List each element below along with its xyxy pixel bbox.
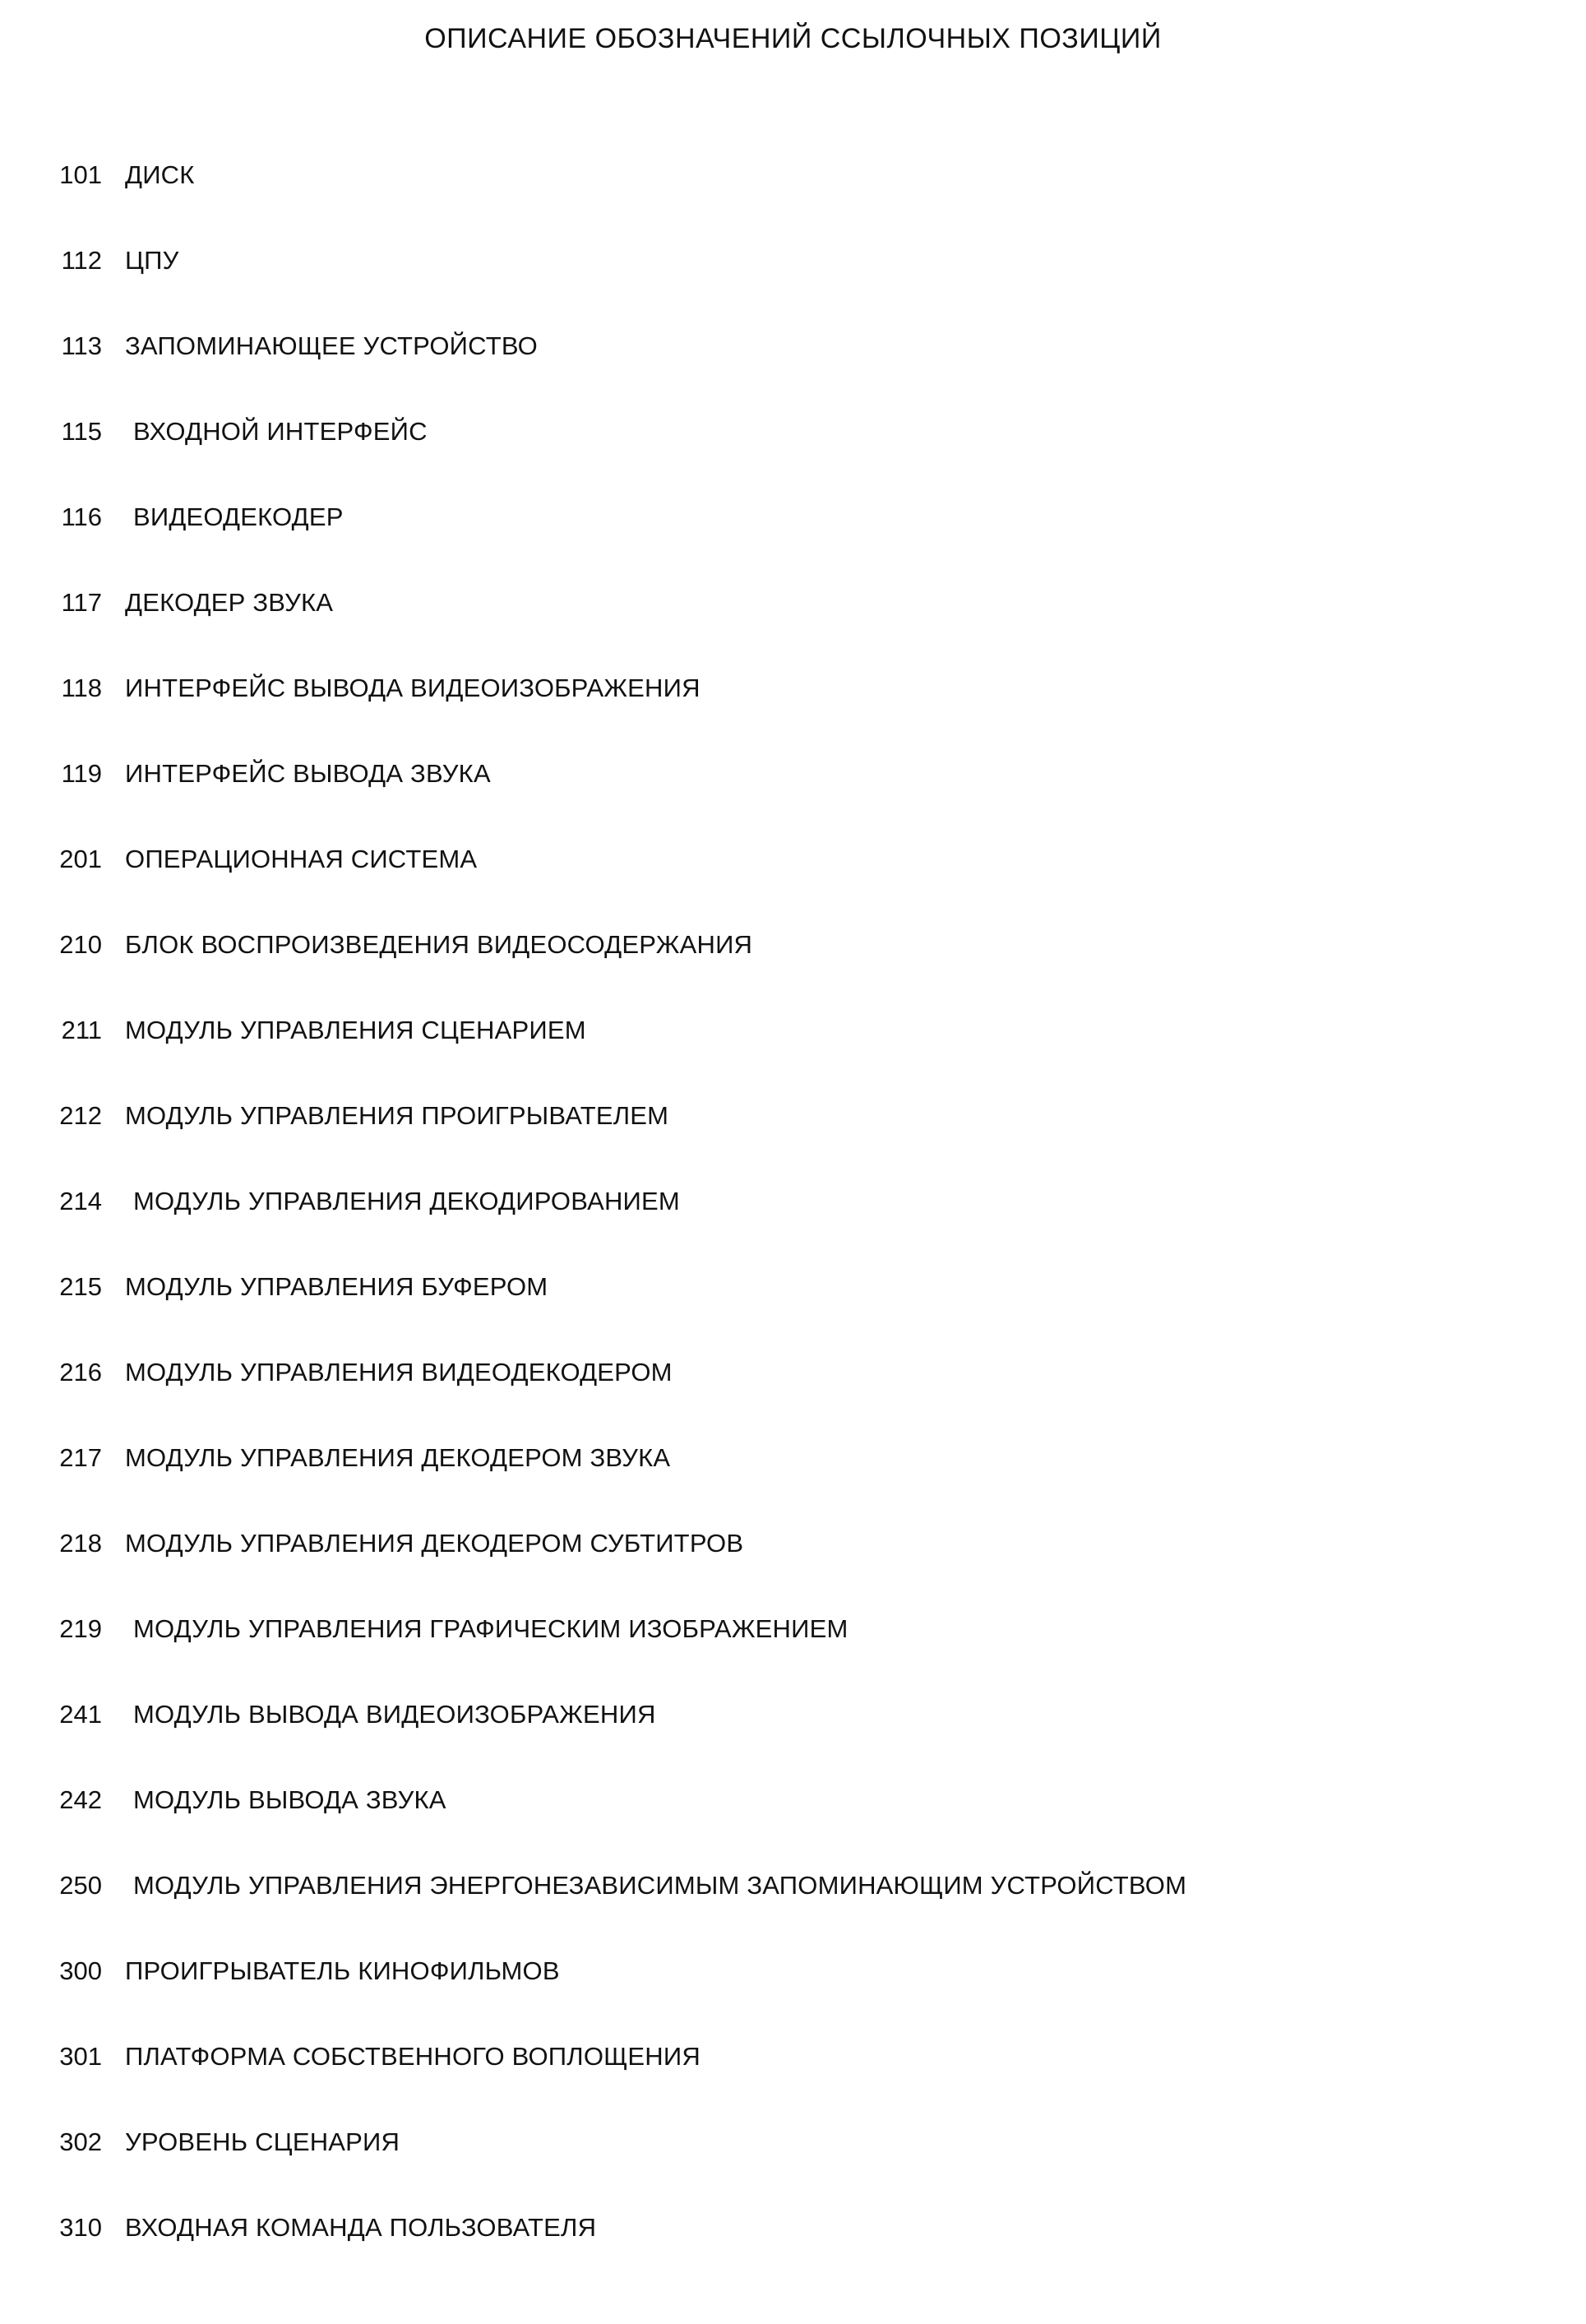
reference-number: 201 [59, 845, 102, 873]
reference-row [0, 1785, 1586, 1871]
reference-label: МОДУЛЬ ВЫВОДА ВИДЕОИЗОБРАЖЕНИЯ [133, 1700, 656, 1729]
reference-number: 212 [59, 1101, 102, 1130]
reference-label: МОДУЛЬ УПРАВЛЕНИЯ ЭНЕРГОНЕЗАВИСИМЫМ ЗАПОМИНАЮЩИМ УСТРОЙСТВОМ [133, 1871, 1187, 1900]
reference-number: 217 [59, 1443, 102, 1472]
reference-number: 219 [59, 1614, 102, 1643]
reference-number: 302 [59, 2127, 102, 2156]
reference-label: ИНТЕРФЕЙС ВЫВОДА ВИДЕОИЗОБРАЖЕНИЯ [125, 674, 701, 702]
reference-number: 116 [61, 502, 102, 531]
reference-number: 242 [59, 1785, 102, 1814]
reference-number: 113 [61, 331, 102, 360]
reference-label: ДЕКОДЕР ЗВУКА [125, 588, 334, 617]
reference-label: ЗАПОМИНАЮЩЕЕ УСТРОЙСТВО [125, 331, 538, 360]
reference-label: МОДУЛЬ УПРАВЛЕНИЯ ВИДЕОДЕКОДЕРОМ [125, 1358, 673, 1387]
reference-row [0, 930, 1586, 1016]
reference-row [0, 1443, 1586, 1529]
reference-row [0, 417, 1586, 502]
reference-number: 101 [59, 160, 102, 189]
reference-row [0, 1956, 1586, 2042]
reference-label: ВИДЕОДЕКОДЕР [133, 502, 344, 531]
reference-row [0, 845, 1586, 930]
reference-row [0, 1101, 1586, 1187]
reference-label: МОДУЛЬ УПРАВЛЕНИЯ ДЕКОДЕРОМ ЗВУКА [125, 1443, 671, 1472]
reference-number: 216 [59, 1358, 102, 1387]
reference-number: 112 [61, 246, 102, 275]
reference-row [0, 1529, 1586, 1614]
reference-label: ПРОИГРЫВАТЕЛЬ КИНОФИЛЬМОВ [125, 1956, 560, 1985]
reference-row [0, 1016, 1586, 1101]
reference-label: МОДУЛЬ УПРАВЛЕНИЯ ДЕКОДЕРОМ СУБТИТРОВ [125, 1529, 744, 1558]
reference-label: ИНТЕРФЕЙС ВЫВОДА ЗВУКА [125, 759, 491, 788]
reference-label: ПЛАТФОРМА СОБСТВЕННОГО ВОПЛОЩЕНИЯ [125, 2042, 701, 2071]
reference-row [0, 588, 1586, 674]
reference-number: 300 [59, 1956, 102, 1985]
reference-row [0, 1614, 1586, 1700]
reference-row [0, 759, 1586, 845]
reference-number: 118 [61, 674, 102, 702]
reference-label: ВХОДНОЙ ИНТЕРФЕЙС [133, 417, 428, 446]
reference-label: МОДУЛЬ УПРАВЛЕНИЯ БУФЕРОМ [125, 1272, 548, 1301]
reference-row [0, 502, 1586, 588]
reference-list [0, 160, 1586, 2299]
reference-number: 119 [61, 759, 102, 788]
reference-number: 115 [61, 417, 102, 446]
reference-number: 301 [59, 2042, 102, 2071]
reference-row [0, 2127, 1586, 2213]
reference-row [0, 2042, 1586, 2127]
reference-label: МОДУЛЬ УПРАВЛЕНИЯ СЦЕНАРИЕМ [125, 1016, 586, 1044]
reference-row [0, 246, 1586, 331]
reference-number: 218 [59, 1529, 102, 1558]
reference-number: 210 [59, 930, 102, 959]
reference-row [0, 1871, 1586, 1956]
page-title: ОПИСАНИЕ ОБОЗНАЧЕНИЙ ССЫЛОЧНЫХ ПОЗИЦИЙ [424, 23, 1162, 54]
reference-label: ВХОДНАЯ КОМАНДА ПОЛЬЗОВАТЕЛЯ [125, 2213, 597, 2242]
reference-number: 215 [59, 1272, 102, 1301]
reference-label: МОДУЛЬ УПРАВЛЕНИЯ ГРАФИЧЕСКИМ ИЗОБРАЖЕНИЕМ [133, 1614, 848, 1643]
reference-number: 211 [61, 1016, 102, 1044]
reference-row [0, 2213, 1586, 2299]
reference-label: МОДУЛЬ ВЫВОДА ЗВУКА [133, 1785, 446, 1814]
reference-label: БЛОК ВОСПРОИЗВЕДЕНИЯ ВИДЕОСОДЕРЖАНИЯ [125, 930, 753, 959]
reference-label: МОДУЛЬ УПРАВЛЕНИЯ ДЕКОДИРОВАНИЕМ [133, 1187, 680, 1215]
reference-row [0, 160, 1586, 246]
reference-row [0, 1272, 1586, 1358]
reference-label: ДИСК [125, 160, 195, 189]
reference-number: 117 [61, 588, 102, 617]
reference-number: 310 [59, 2213, 102, 2242]
reference-row [0, 674, 1586, 759]
reference-number: 241 [59, 1700, 102, 1729]
reference-row [0, 331, 1586, 417]
reference-label: МОДУЛЬ УПРАВЛЕНИЯ ПРОИГРЫВАТЕЛЕМ [125, 1101, 669, 1130]
reference-number: 250 [59, 1871, 102, 1900]
reference-row [0, 1187, 1586, 1272]
reference-number: 214 [59, 1187, 102, 1215]
reference-row [0, 1358, 1586, 1443]
reference-label: ОПЕРАЦИОННАЯ СИСТЕМА [125, 845, 478, 873]
reference-label: УРОВЕНЬ СЦЕНАРИЯ [125, 2127, 400, 2156]
reference-label: ЦПУ [125, 246, 179, 275]
reference-row [0, 1700, 1586, 1785]
